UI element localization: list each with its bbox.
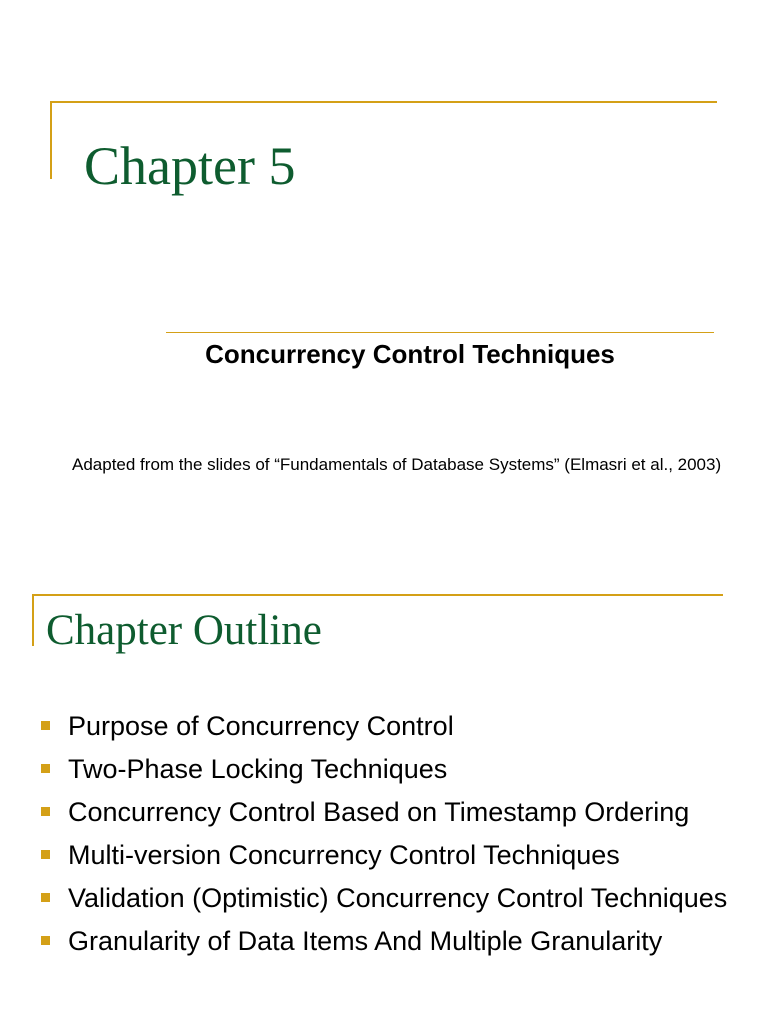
- list-item: [0, 837, 768, 873]
- list-item: [0, 923, 768, 959]
- outline-slide: [0, 576, 768, 1024]
- source-credit: Adapted from the slides of “Fundamentals of Database Systems” (Elmasri et al., 2003): [72, 455, 722, 474]
- list-item-text: Purpose of Concurrency Control: [68, 711, 454, 741]
- square-bullet-icon: [41, 850, 50, 859]
- square-bullet-icon: [41, 721, 50, 730]
- left-frame-line: [32, 594, 34, 646]
- list-item-text: Granularity of Data Items And Multiple Granularity: [68, 926, 663, 956]
- square-bullet-icon: [41, 764, 50, 773]
- chapter-subtitle: Concurrency Control Techniques: [205, 339, 615, 369]
- square-bullet-icon: [41, 936, 50, 945]
- list-item: [0, 880, 768, 916]
- top-frame-line: [50, 101, 717, 103]
- list-item: [0, 751, 768, 787]
- square-bullet-icon: [41, 807, 50, 816]
- left-frame-line: [50, 101, 52, 179]
- list-item-text: Two-Phase Locking Techniques: [68, 754, 448, 784]
- chapter-title: Chapter 5: [84, 136, 296, 196]
- outline-title: Chapter Outline: [46, 607, 322, 654]
- square-bullet-icon: [41, 893, 50, 902]
- top-frame-line: [32, 594, 723, 596]
- list-item-text: Multi-version Concurrency Control Techniques: [68, 840, 620, 870]
- list-item-text: Validation (Optimistic) Concurrency Control Techniques: [68, 883, 728, 913]
- list-item-text: Concurrency Control Based on Timestamp Ordering: [68, 797, 690, 827]
- outline-list: [0, 708, 768, 966]
- list-item: [0, 708, 768, 744]
- list-item: [0, 794, 768, 830]
- subtitle-rule: [166, 332, 714, 333]
